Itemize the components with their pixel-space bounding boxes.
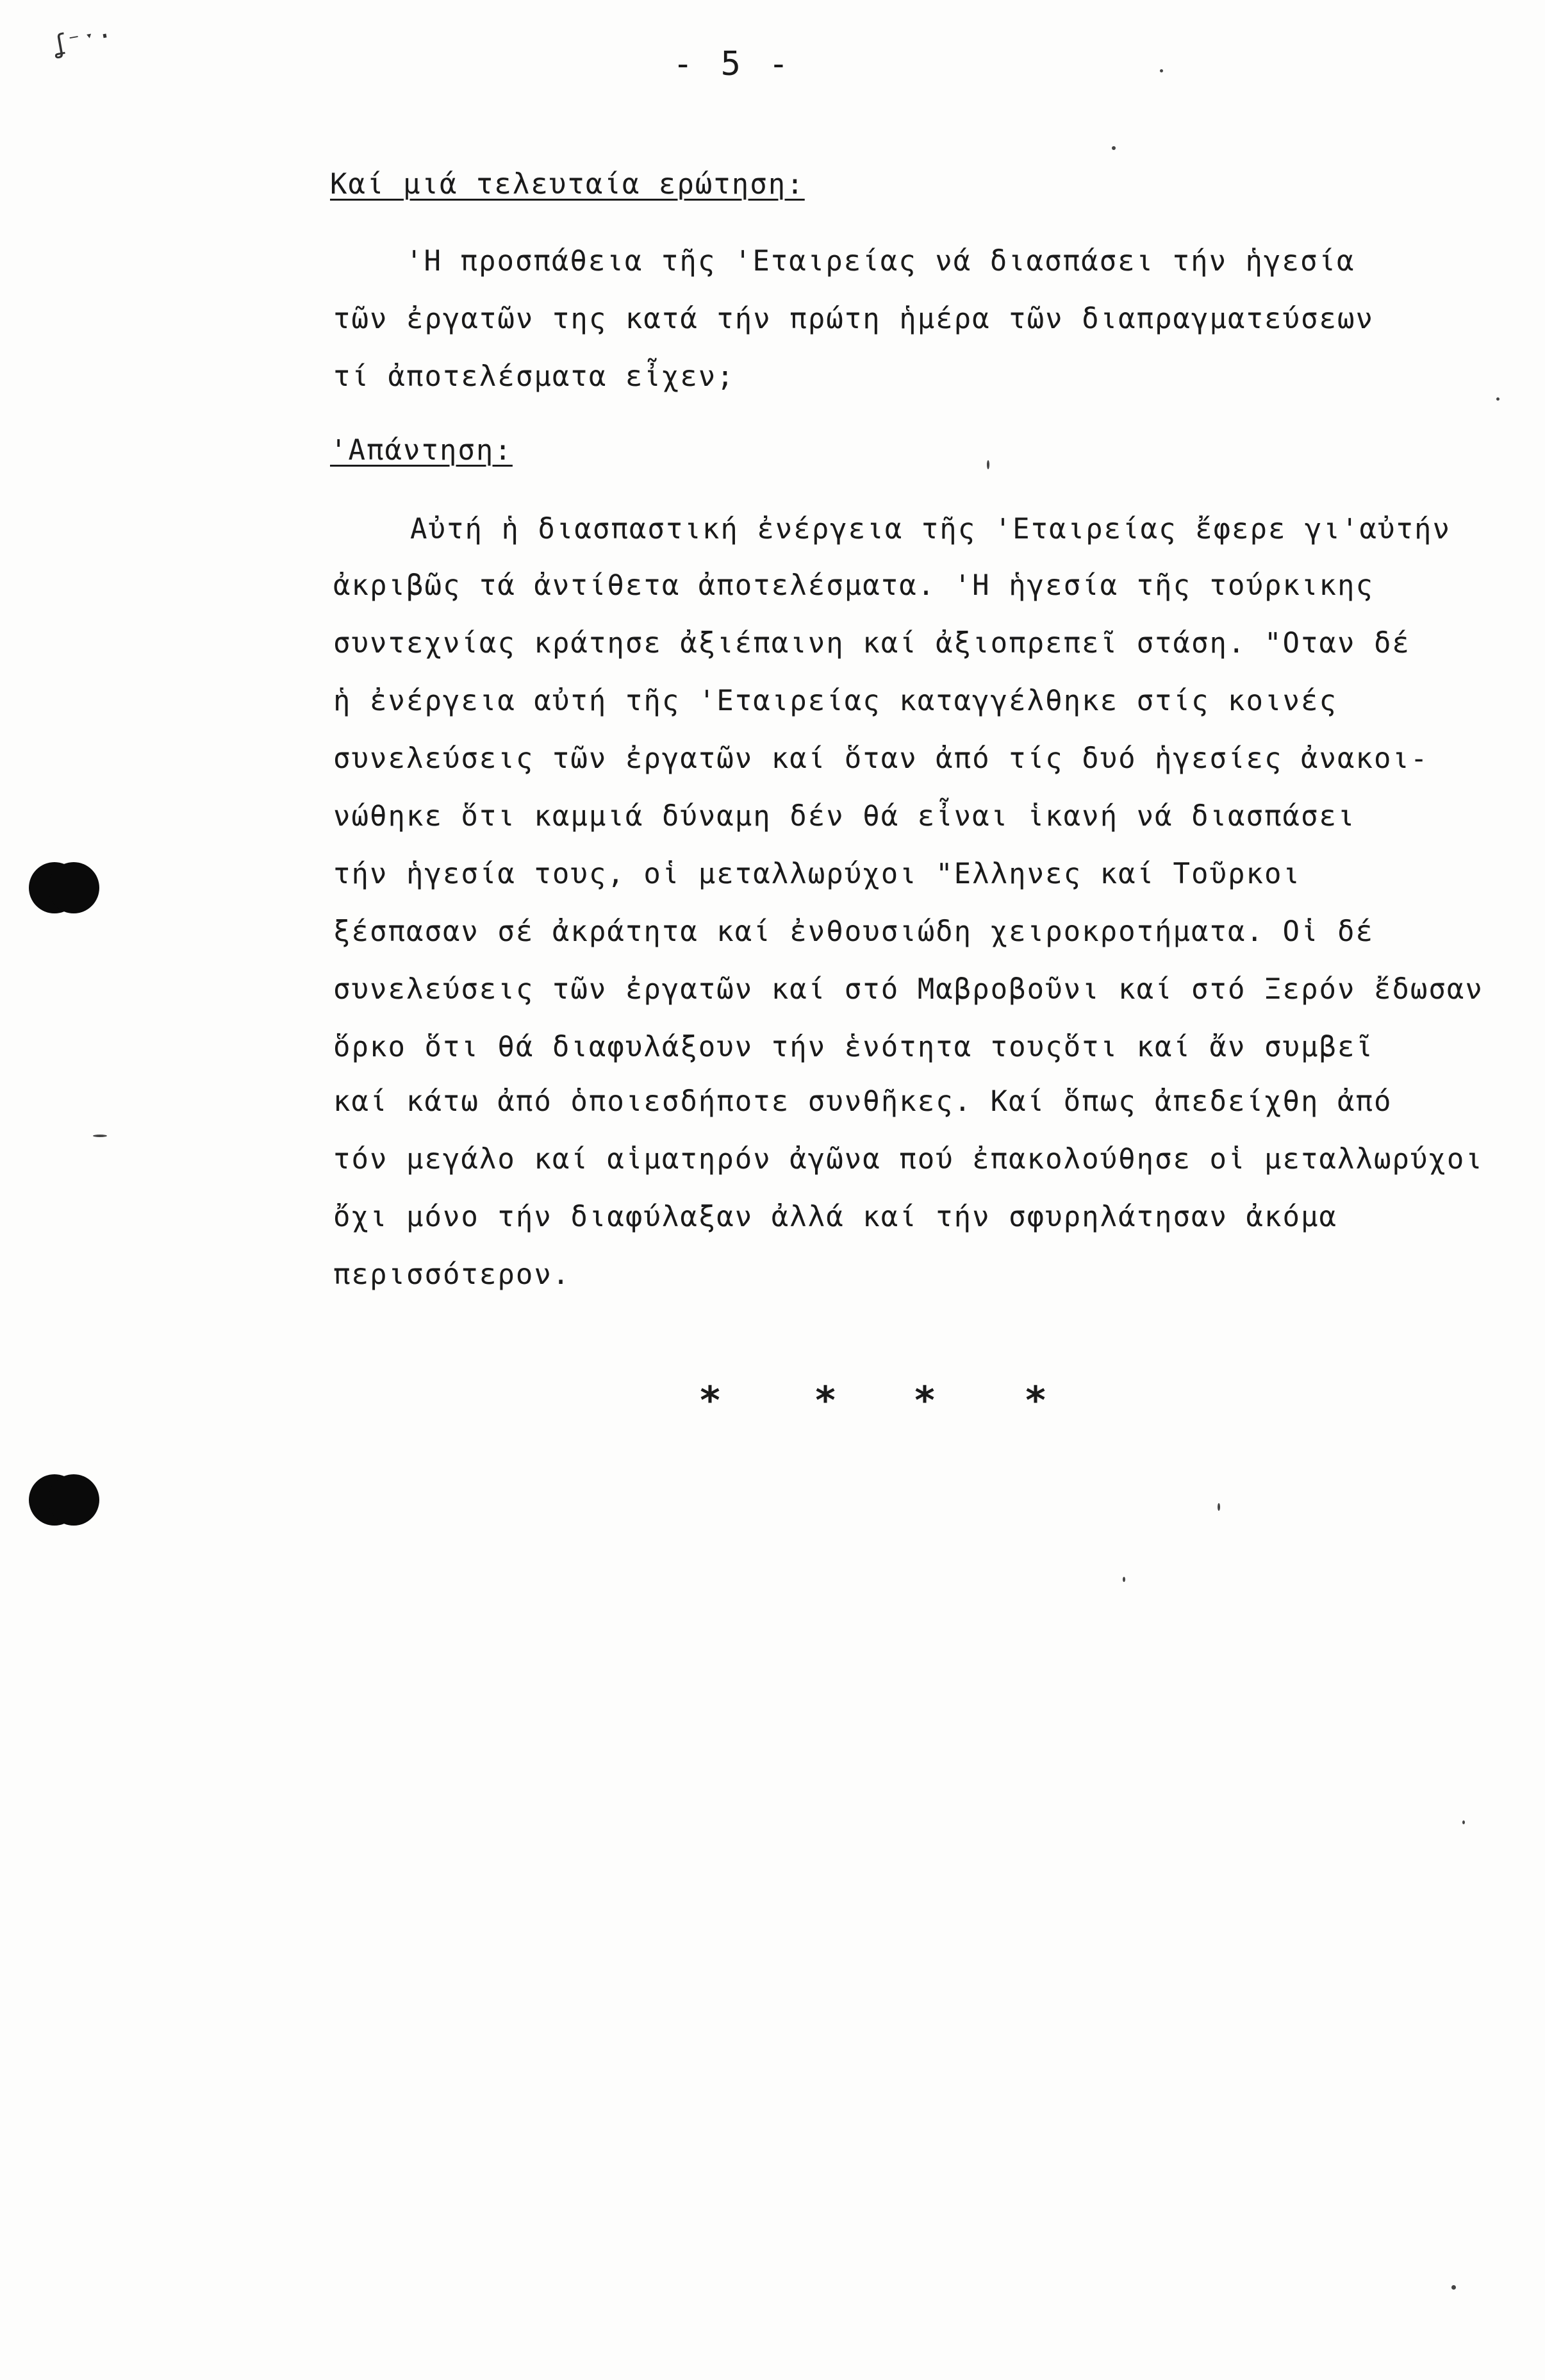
answer-line: ὅρκο ὅτι θά διαφυλάξουν τήν ἑνότητα τουςὅτι καί ἄν συμβεῖ	[333, 1031, 1374, 1063]
ink-speck	[1160, 69, 1163, 72]
answer-line: συντεχνίας κράτησε ἀξιέπαινη καί ἀξιοπρεπεῖ στάση. "Οταν δέ	[333, 627, 1410, 660]
answer-line: περισσότερον.	[333, 1258, 571, 1291]
corner-ink-mark: ʆ⁻ˑ·	[49, 20, 115, 61]
ink-speck	[1451, 2285, 1456, 2290]
answer-line: Αὐτή ἡ διασπαστική ἐνέργεια τῆς 'Εταιρείας ἔφερε γι'αὐτήν	[410, 513, 1451, 545]
separator-asterisk: *	[698, 1378, 722, 1423]
section-separator	[0, 1378, 1545, 1423]
separator-asterisk: *	[913, 1378, 937, 1423]
ink-speck	[1218, 1503, 1220, 1511]
answer-line: ὄχι μόνο τήν διαφύλαξαν ἀλλά καί τήν σφυρηλάτησαν ἀκόμα	[333, 1201, 1337, 1233]
separator-asterisk: *	[1024, 1378, 1048, 1423]
page-number: - 5 -	[673, 45, 793, 83]
answer-line: τήν ἡγεσία τους, οἱ μεταλλωρύχοι "Ελληνες καί Τοῦρκοι	[333, 858, 1301, 890]
ink-speck	[987, 460, 989, 469]
answer-line: τόν μεγάλο καί αἱματηρόν ἀγῶνα πού ἐπακολούθησε οἱ μεταλλωρύχοι	[333, 1143, 1483, 1176]
separator-asterisk: *	[814, 1378, 838, 1423]
answer-line: συνελεύσεις τῶν ἐργατῶν καί ὅταν ἀπό τίς δυό ἡγεσίες ἀνακοι-	[333, 742, 1429, 775]
ink-speck	[1112, 146, 1116, 150]
answer-line: νώθηκε ὅτι καμμιά δύναμη δέν θά εἶναι ἱκανή νά διασπάσει	[333, 800, 1356, 833]
ink-speck	[1123, 1577, 1125, 1582]
question-heading: Καί μιά τελευταία ερώτηση:	[330, 168, 805, 201]
ink-speck	[93, 1135, 107, 1137]
answer-line: ἡ ἐνέργεια αὐτή τῆς 'Εταιρείας καταγγέλθηκε στίς κοινές	[333, 685, 1337, 717]
punch-hole-icon	[29, 1474, 99, 1526]
question-line: τῶν ἐργατῶν της κατά τήν πρώτη ἡμέρα τῶν διαπραγματεύσεων	[333, 303, 1374, 335]
ink-speck	[1462, 1820, 1465, 1824]
question-line: 'Η προσπάθεια τῆς 'Εταιρείας νά διασπάσει τήν ἡγεσία	[406, 245, 1355, 278]
answer-line: καί κάτω ἀπό ὁποιεσδήποτε συνθῆκες. Καί ὅπως ἀπεδείχθη ἀπό	[333, 1085, 1392, 1118]
ink-speck	[1496, 397, 1500, 401]
answer-line: συνελεύσεις τῶν ἐργατῶν καί στό Μαβροβοῦνι καί στό Ξερόν ἔδωσαν	[333, 973, 1483, 1006]
answer-line: ἀκριβῶς τά ἀντίθετα ἀποτελέσματα. 'Η ἡγεσία τῆς τούρκικης	[333, 569, 1374, 602]
answer-line: ξέσπασαν σέ ἀκράτητα καί ἐνθουσιώδη χειροκροτήματα. Οἱ δέ	[333, 915, 1374, 948]
punch-hole-icon	[29, 862, 99, 913]
question-line: τί ἀποτελέσματα εἶχεν;	[333, 360, 735, 393]
answer-heading: 'Απάντηση:	[330, 434, 513, 467]
